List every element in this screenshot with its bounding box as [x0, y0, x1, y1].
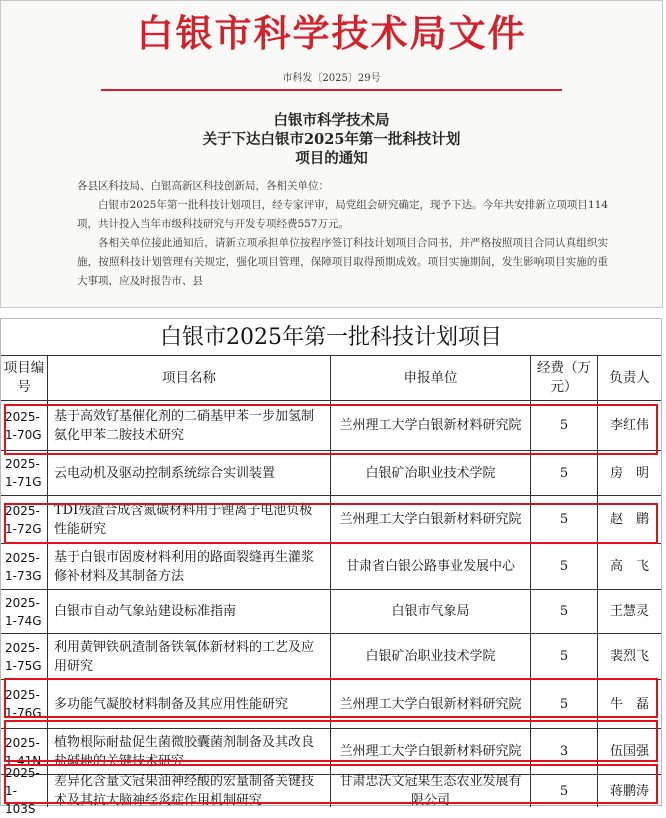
table-row: [1, 766, 661, 816]
cell-name: 利用黄钾铁矾渣制备铁氧体新材料的工艺及应用研究: [48, 634, 331, 679]
cell-name: TDI残渣合成含氮碳材料用于锂离子电池负极性能研究: [48, 496, 331, 543]
body-paragraph: 白银市2025年第一批科技计划项目，经专家评审，局党组会研究确定，现予下达。今年共安排新立项项目114项，共计投入当年市级科技研究与开发专项经费557万元。: [77, 199, 608, 230]
cell-lead: 裴烈飞: [609, 649, 649, 664]
table-row: [1, 543, 661, 589]
title-line: 白银市科学技术局: [273, 112, 390, 129]
cell-fee: 5: [531, 680, 598, 728]
cell-unit: 兰州理工大学白银新材料研究院: [331, 680, 531, 728]
cell-name: 植物根际耐盐促生菌微胶囊菌剂制备及其改良盐碱地的关键技术研究: [48, 729, 331, 774]
table-title: 白银市2025年第一批科技计划项目: [160, 325, 502, 350]
table-header-row: [1, 355, 661, 400]
header-name: 项目名称: [48, 356, 331, 400]
cell-name: 基于白银市固废材料利用的路面裂缝再生灌浆修补材料及其制备方法: [48, 544, 331, 589]
cell-id: 2025-1-72G: [1, 496, 48, 543]
cell-unit: 白银矿冶职业技术学院: [331, 451, 531, 495]
cell-lead: 高 飞: [609, 559, 649, 574]
cell-id: 2025-1-70G: [1, 401, 48, 450]
cell-lead: 房 明: [609, 465, 649, 481]
cell-lead: 李红伟: [609, 418, 649, 433]
header-lead: 负责人: [609, 369, 650, 386]
title-line: 项目的通知: [295, 150, 368, 167]
cell-id: 2025-1-75G: [1, 634, 48, 679]
cell-lead: 赵 鹛: [609, 512, 649, 527]
cell-id: 2025-1-41N: [1, 729, 48, 774]
cell-name: 白银市自动气象站建设标准指南: [48, 590, 331, 633]
cell-id: 2025-1-71G: [1, 451, 48, 495]
table-row: [1, 495, 661, 543]
cell-fee: 5: [531, 590, 598, 633]
notice-document: [0, 0, 663, 308]
table-row: [1, 400, 661, 450]
cell-fee: 5: [531, 775, 598, 807]
header-divider: [101, 89, 562, 91]
cell-lead: 牛 磊: [609, 696, 649, 712]
cell-fee: 5: [531, 451, 598, 495]
table-row: [1, 589, 661, 633]
cell-id: 2025-1-74G: [1, 590, 48, 633]
cell-name: 差异化含量文冠果油神经酸的宏量制备关键技术及其抗大脑神经炎症作用机制研究: [48, 775, 331, 807]
table-row: [1, 728, 661, 774]
cell-unit: 兰州理工大学白银新材料研究院: [331, 401, 531, 450]
title-line: 关于下达白银市2025年第一批科技计划: [202, 131, 461, 148]
project-table-section: [0, 318, 662, 816]
body-paragraph: 各相关单位接此通知后，请新立项承担单位按程序签订科技计划项目合同书，并严格按照项目合同认真组织实施，按照科技计划管理有关规定，强化项目管理，保障项目取得预期成效。项目实施期间，发生影响项目实施的重大事项，应及时报告市、县: [77, 237, 608, 287]
document-body: [77, 177, 608, 291]
header-unit: 申报单位: [331, 356, 531, 400]
table-row: [1, 679, 661, 728]
cell-unit: 甘肃省白银公路事业发展中心: [331, 544, 531, 589]
header-id: 项目编号: [1, 356, 48, 400]
header-fee: 经费（万元）: [531, 356, 598, 400]
cell-unit: 甘肃忠沃文冠果生态农业发展有限公司: [331, 775, 531, 807]
cell-fee: 5: [531, 496, 598, 543]
cell-unit: 兰州理工大学白银新材料研究院: [331, 729, 531, 774]
cell-name: 多功能气凝胶材料制备及其应用性能研究: [48, 680, 331, 728]
document-title: [1, 111, 662, 168]
document-number: 市科发〔2025〕29号: [282, 73, 381, 84]
addressee: 各县区科技局、白银高新区科技创新局，各相关单位：: [77, 180, 329, 192]
cell-id: 2025-1-103S: [1, 775, 48, 807]
cell-lead: 蒋鹏涛: [609, 783, 649, 799]
table-row: [1, 633, 661, 679]
cell-id: 2025-1-73G: [1, 544, 48, 589]
cell-fee: 5: [531, 544, 598, 589]
cell-unit: 兰州理工大学白银新材料研究院: [331, 496, 531, 543]
cell-name: 基于高效钌基催化剂的二硝基甲苯一步加氢制氨化甲苯二胺技术研究: [48, 401, 331, 450]
cell-fee: 3: [531, 729, 598, 774]
cell-fee: 5: [531, 401, 598, 450]
cell-name: 云电动机及驱动控制系统综合实训装置: [48, 451, 331, 495]
cell-unit: 白银市气象局: [331, 590, 531, 633]
cell-unit: 白银矿冶职业技术学院: [331, 634, 531, 679]
table-row: [1, 450, 661, 495]
document-header: 白银市科学技术局文件: [136, 11, 527, 55]
cell-fee: 5: [531, 634, 598, 679]
cell-id: 2025-1-76G: [1, 680, 48, 728]
cell-lead: 伍国强: [609, 744, 649, 759]
cell-lead: 王慧灵: [609, 604, 649, 619]
